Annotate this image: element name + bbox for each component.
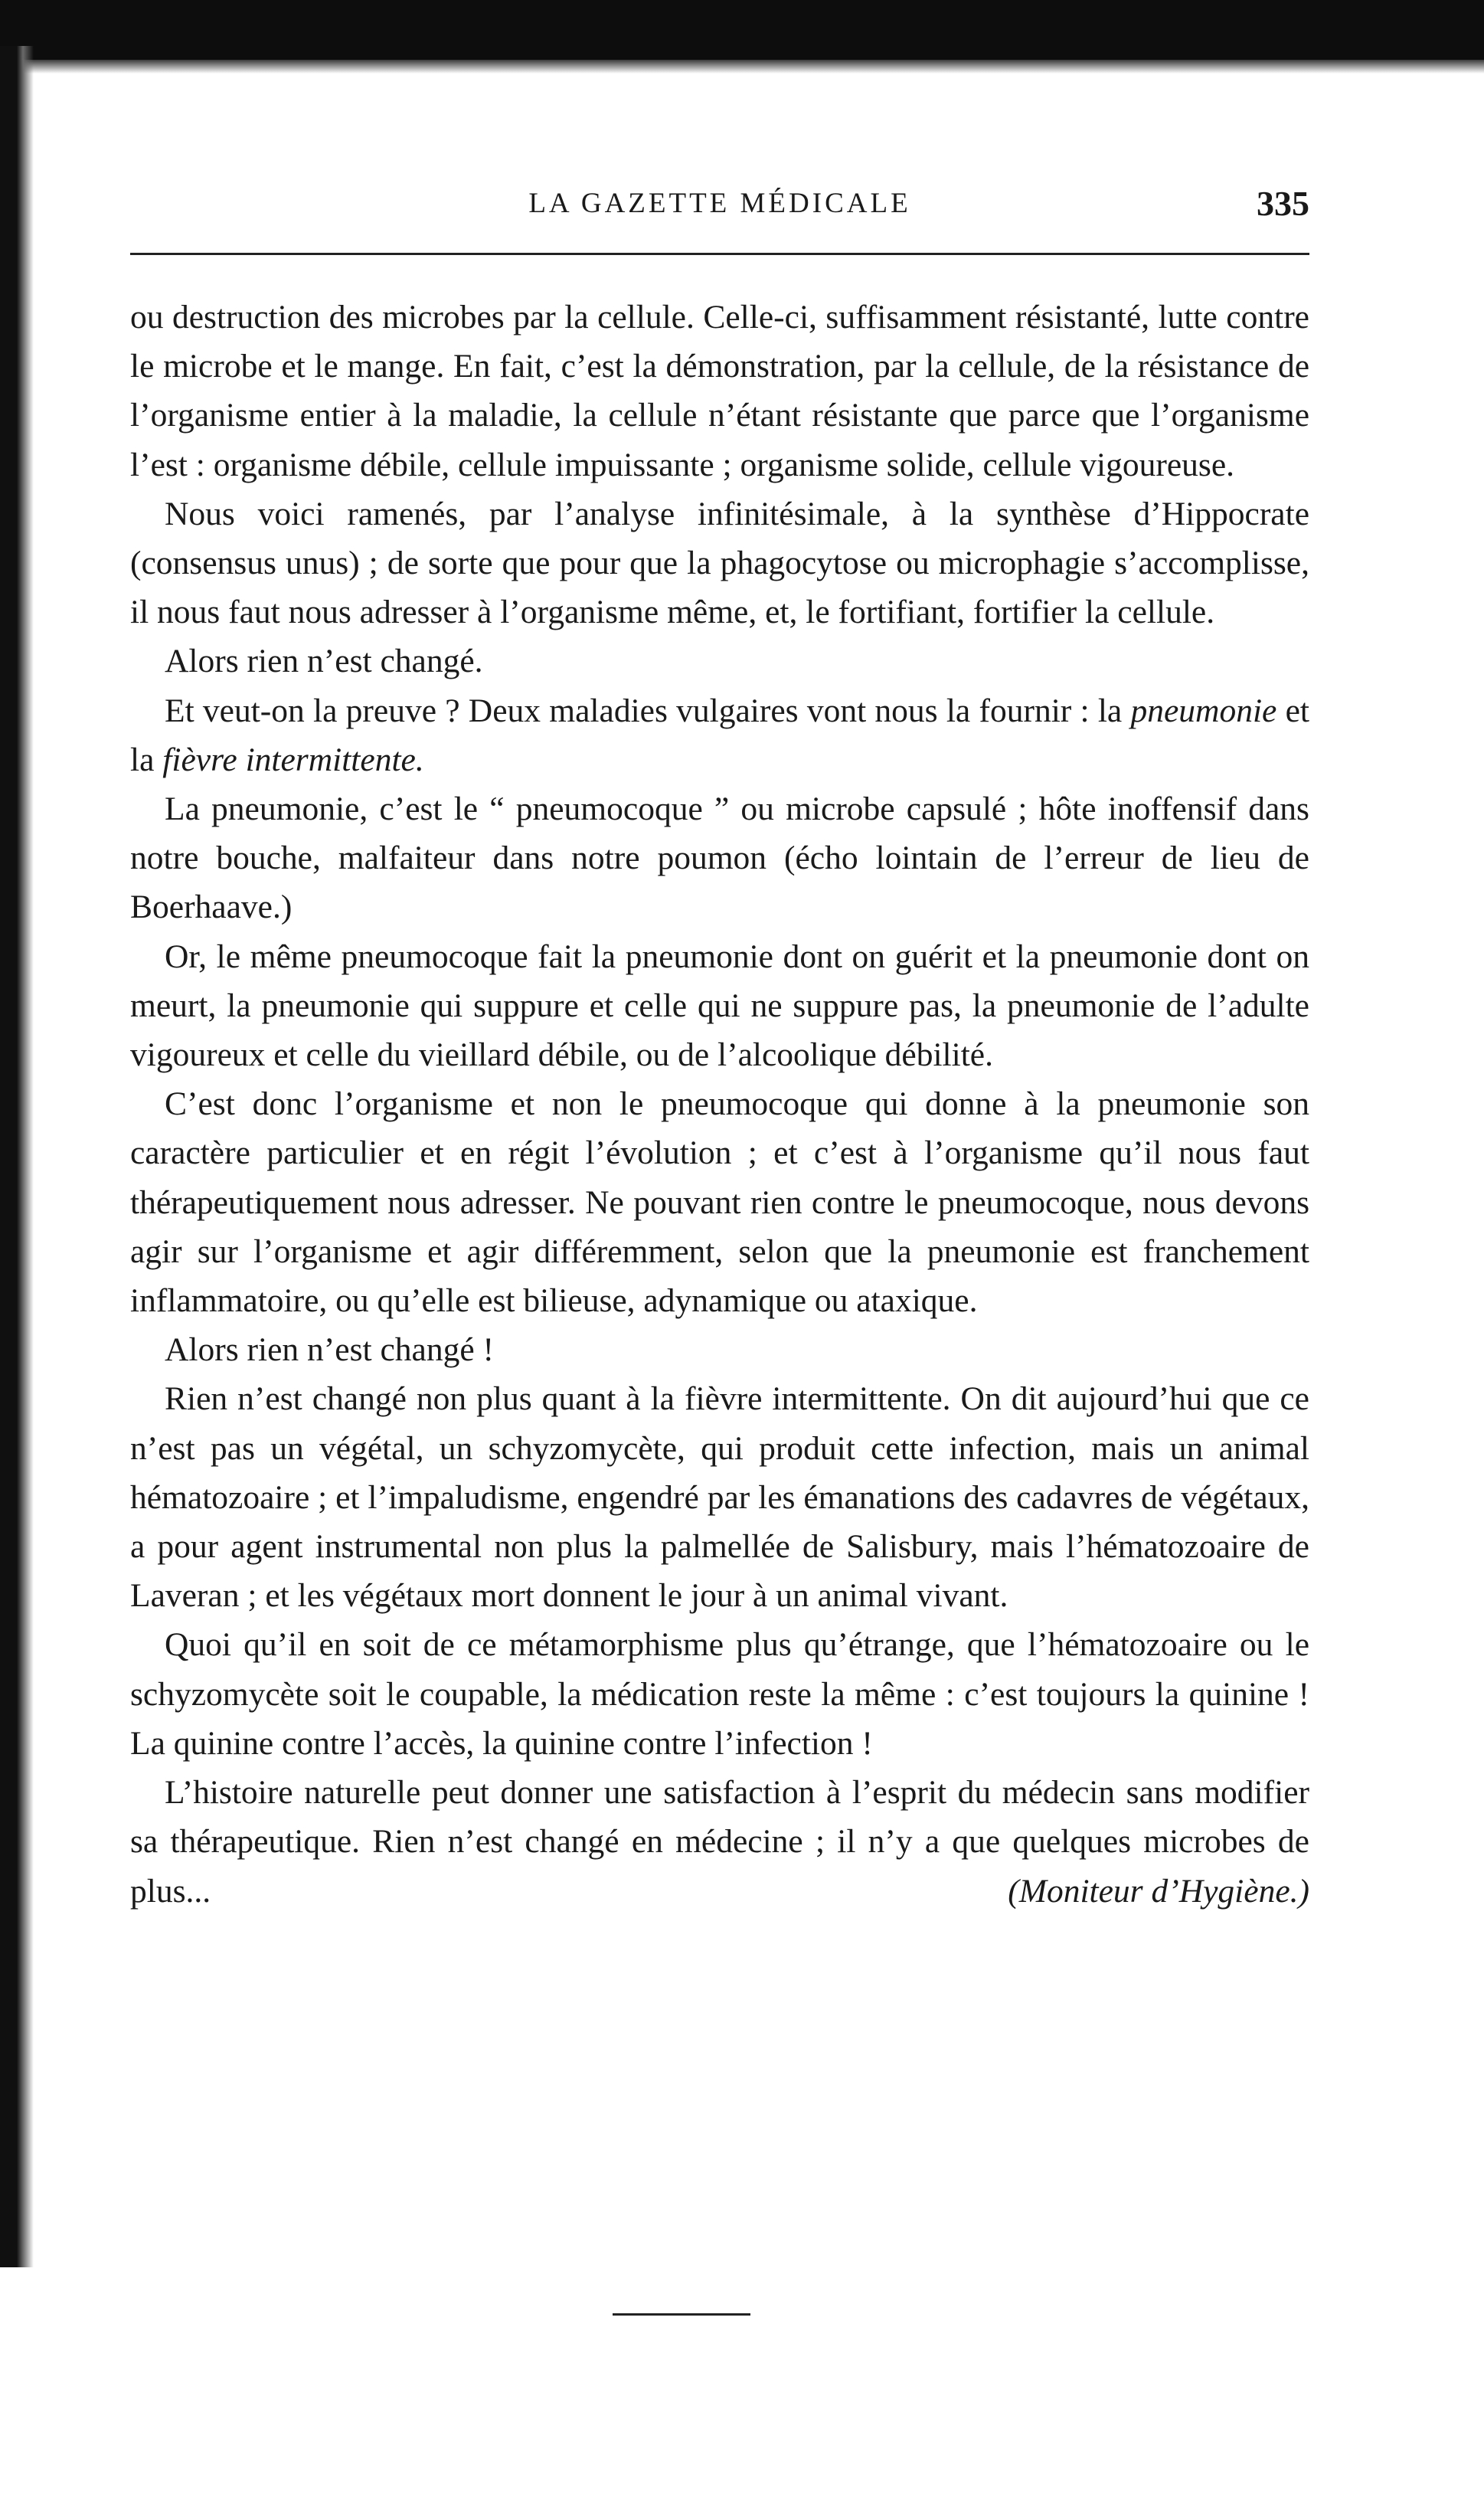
paragraph-10: Quoi qu’il en soit de ce métamorphisme plus qu’étrange, que l’hématozoaire ou le schyzomycète soit le coupable, la médication reste la même : c’est toujours la quinine ! La quinine contre l’accès, la quinine contre l’infection ! (130, 1626, 1309, 1762)
paragraph-6: Or, le même pneumocoque fait la pneumonie dont on guérit et la pneumonie dont on meurt, la pneumonie qui suppure et celle qui ne suppure pas, la pneumonie de l’adulte vigoureux et celle du vieillard débile, ou de l’alcoolique débilité. (130, 938, 1309, 1074)
header-rule (130, 253, 1309, 255)
article-body (130, 293, 1309, 1916)
paragraph-5: La pneumonie, c’est le “ pneumocoque ” ou microbe capsulé ; hôte inoffensif dans notre bouche, malfaiteur dans notre poumon (écho lointain de l’erreur de lieu de Boerhaave.) (130, 790, 1309, 926)
paragraph-11 (130, 1768, 1309, 1916)
paragraph-11-text: L’histoire naturelle peut donner une satisfaction à l’esprit du médecin sans modifier sa thérapeutique. Rien n’est changé en médecine ; il n’y a que quelques microbes de plus... (130, 1774, 1309, 1910)
paragraph-3: Alors rien n’est changé. (165, 643, 483, 680)
scan-top-shadow (0, 60, 1484, 74)
paragraph-2: Nous voici ramenés, par l’analyse infinitésimale, à la synthèse d’Hippocrate (consensus unus) ; de sorte que pour que la phagocytose ou microphagie s’accomplisse, il nous faut nous adresser à l’organisme même, et, le fortifiant, fortifier la cellule. (130, 495, 1309, 631)
paragraph-7: C’est donc l’organisme et non le pneumocoque qui donne à la pneumonie son caractère particulier et en régit l’évolution ; et c’est à l’organisme qu’il nous faut thérapeutiquement nous adresser. Ne pouvant rien contre le pneumocoque, nous devons agir sur l’organisme et agir différemment, selon que la pneumonie est franchement inflammatoire, ou qu’elle est bilieuse, adynamique ou ataxique. (130, 1085, 1309, 1320)
paragraph-1: ou destruction des microbes par la cellule. Celle-ci, suffisamment résistanté, lutte contre le microbe et le mange. En fait, c’est la démonstration, par la cellule, de la résistance de l’organisme entier à la maladie, la cellule n’étant résistante que parce que l’organisme l’est : organisme débile, cellule impuissante ; organisme solide, cellule vigoureuse. (130, 299, 1309, 483)
paragraph-4-text: Et veut-on la preuve ? Deux maladies vulgaires vont nous la fournir : la (165, 692, 1123, 729)
paragraph-8: Alors rien n’est changé ! (165, 1331, 495, 1369)
source-citation: (Moniteur d’Hygiène.) (1008, 1872, 1309, 1910)
paragraph-4-italic-fievre: fièvre intermittente. (162, 741, 424, 778)
scan-top-border (0, 0, 1484, 60)
page-number: 335 (1257, 184, 1309, 223)
paragraph-4 (130, 686, 1309, 784)
scan-left-border (0, 46, 34, 2267)
running-title: LA GAZETTE MÉDICALE (528, 188, 911, 219)
paragraph-9: Rien n’est changé non plus quant à la fièvre intermittente. On dit aujourd’hui que ce n’est pas un végétal, un schyzomycète, qui produit cette infection, mais un animal hématozoaire ; et l’impaludisme, engendré par les émanations des cadavres de végétaux, a pour agent instrumental non plus la palmellée de Salisbury, mais l’hématozoaire de Laveran ; et les végétaux mort donnent le jour à un animal vivant. (130, 1380, 1310, 1615)
end-rule (613, 2313, 750, 2316)
paragraph-4-italic-pneumonie: pneumonie (1130, 692, 1277, 729)
paragraph-4-mid: et la (130, 692, 1310, 778)
running-head (130, 181, 1309, 234)
